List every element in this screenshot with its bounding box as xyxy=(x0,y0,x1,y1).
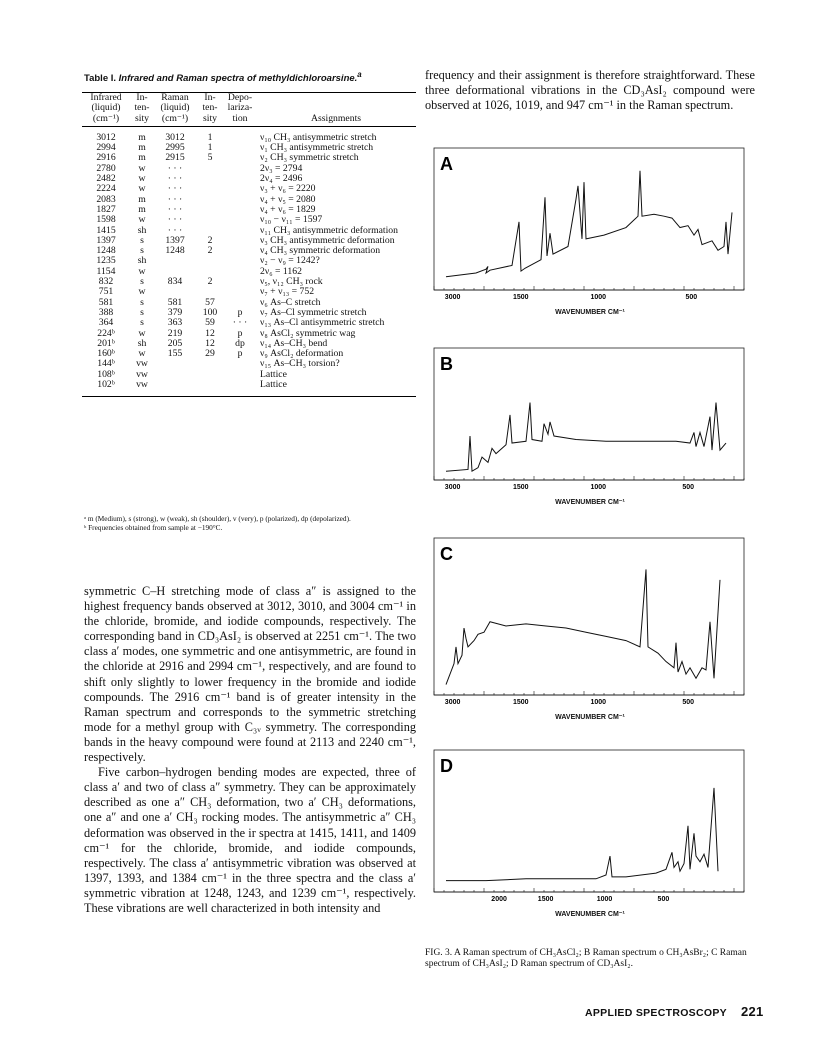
table-row xyxy=(82,318,416,328)
table-cell xyxy=(154,380,196,397)
table-cell: sh xyxy=(137,255,147,267)
table-cell: 100 xyxy=(202,306,218,318)
table-cell: ν₃ + ν₆ = 2220 xyxy=(260,183,316,195)
table-label: Table I. xyxy=(84,73,117,85)
table-row xyxy=(82,349,416,359)
table-cell: · · · xyxy=(167,224,183,236)
spectrum-panel-b xyxy=(426,342,754,522)
paragraph-deformational: frequency and their assignment is therefore straightforward. These three deformational vibrations in the CD₃AsI₂ compound were observed at 1026, 1019, and 947 cm⁻¹ in the Raman spectrum. xyxy=(425,68,755,113)
panel-letter: D xyxy=(440,756,453,776)
table-cell: m xyxy=(138,131,146,143)
paragraph-ch-bending: Five carbon–hydrogen bending modes are expected, three of class a′ and two of class a″ symmetry. They can be approximately described as one a″ CH₃ deformation, two a′ CH₃ deformations, one a″ and one a′ CH₃ rocking modes. The antisymmetric a″ CH₃ deformation was observed in the ir spectra at 1415, 1411, and 1409 cm⁻¹ for the chloride, bromide, and iodide compounds, respectively. The class a′ antisymmetric vibration was observed at 1397, 1393, and 1384 cm⁻¹ in the three spectra and the class a′ symmetric vibration at 1248, 1243, and 1239 cm⁻¹, respectively. These vibrations are well characterized in both intensity and xyxy=(84,765,416,915)
table-cell: 144ᵇ xyxy=(97,358,115,370)
paragraph-ch-stretching: symmetric C–H stretching mode of class a″ is assigned to the highest frequency bands observed at 3012, 3010, and 3004 cm⁻¹ in the chloride, bromide, and iodide compounds, respectively. The corresponding band in CD₃AsI₂ is observed at 2251 cm⁻¹. The two class a′ modes, one symmetric and one antisymmetric, are found in the chloride at 2916 and 2994 cm⁻¹, respectively, and are found to shift only slightly to lower frequency in the bromide and iodide compounds. The 2916 cm⁻¹ band is of greater intensity in the Raman spectrum and corresponds to the symmetric stretching mode for a methyl group with C₃ᵥ symmetry. The corresponding bands in the heavy compound were found at 2113 and 2240 cm⁻¹, respectively. xyxy=(84,584,416,765)
table-row xyxy=(82,256,416,266)
plot-frame xyxy=(434,750,744,892)
tick-label: 3000 xyxy=(444,699,461,706)
table-cell: ν₁₃ As–Cl antisymmetric stretch xyxy=(260,317,385,329)
table-cell: p xyxy=(237,327,243,339)
table-cell xyxy=(196,215,224,225)
table-row xyxy=(82,174,416,184)
column-header xyxy=(256,93,416,127)
table-cell: sh xyxy=(137,337,147,349)
spectrum-panel-a xyxy=(426,142,754,332)
table-cell: 363 xyxy=(167,317,183,329)
table-cell: ν₈ AsCl₂ symmetric wag xyxy=(260,327,356,339)
table-cell: sh xyxy=(137,224,147,236)
column-header-line: tion xyxy=(232,112,248,124)
table-cell xyxy=(224,195,256,205)
spectrum-plot xyxy=(426,744,754,908)
table-cell: 832 xyxy=(98,276,114,288)
table-cell: 2916 xyxy=(96,152,116,164)
table-cell: Lattice xyxy=(260,368,287,380)
table-cell xyxy=(224,246,256,256)
figure-caption: FIG. 3. A Raman spectrum of CH₃AsCl₂; B Raman spectrum o CH₃AsBr₂; C Raman spectrum of CH₃AsI₂; D Raman spectrum of CD₃AsI₂. xyxy=(425,948,747,969)
table-row xyxy=(82,339,416,349)
tick-label: 1000 xyxy=(590,699,607,706)
table-cell: ν₇ As–Cl symmetric stretch xyxy=(260,306,367,318)
table-row xyxy=(82,287,416,297)
table-cell: 2 xyxy=(207,245,213,257)
table-cell xyxy=(224,153,256,163)
table-cell: 205 xyxy=(167,337,183,349)
table-cell xyxy=(196,164,224,174)
column-header-line: sity xyxy=(203,112,217,124)
table-cell xyxy=(224,380,256,397)
table-cell: 59 xyxy=(205,317,215,329)
table-cell: w xyxy=(138,348,146,360)
table-cell: 2ν₃ = 2794 xyxy=(260,162,303,174)
x-axis-label: WAVENUMBER CM⁻¹ xyxy=(555,499,625,506)
table-cell: w xyxy=(138,173,146,185)
table-cell: 364 xyxy=(98,317,114,329)
table-cell: 1415 xyxy=(96,224,116,236)
tick-label: 3000 xyxy=(444,294,461,301)
tick-label: 1500 xyxy=(513,699,529,706)
page-number: 221 xyxy=(740,1004,764,1019)
table-cell: 2 xyxy=(207,276,213,288)
table-row xyxy=(82,277,416,287)
table-cell: m xyxy=(138,203,146,215)
table-cell: ν₁₄ As–CH₃ bend xyxy=(260,337,328,349)
spectrum-trace xyxy=(446,569,720,684)
table-cell: m xyxy=(138,152,146,164)
table-caption-footnote-mark: a xyxy=(357,70,362,79)
table-cell: 102ᵇ xyxy=(82,380,130,397)
table-cell: w xyxy=(138,214,146,226)
table-cell: Lattice xyxy=(256,380,416,397)
tick-label: 1000 xyxy=(590,484,607,491)
table-cell: · · · xyxy=(232,317,248,329)
table-cell: p xyxy=(237,306,243,318)
table-cell: · · · xyxy=(167,193,183,205)
table-cell: ν₇ + ν₁₃ = 752 xyxy=(260,286,315,298)
table-cell: ν₄ + ν₅ = 2080 xyxy=(260,193,316,205)
table-row xyxy=(82,370,416,380)
table-cell: 2ν₄ = 2496 xyxy=(260,173,303,185)
x-axis-label: WAVENUMBER CM⁻¹ xyxy=(555,911,625,918)
table-cell: ν₃ CH₃ antisymmetric deformation xyxy=(260,234,395,246)
table-cell: vw xyxy=(136,368,148,380)
table-cell: vw xyxy=(136,358,148,370)
table-row xyxy=(82,380,416,397)
table-note-a: ᵃ m (Medium), s (strong), w (weak), sh (shoulder), v (very), p (polarized), dp (depolarized). xyxy=(84,514,351,523)
spectrum-plot xyxy=(426,142,754,306)
x-axis-label: WAVENUMBER CM⁻¹ xyxy=(555,309,625,316)
table-cell: 1827 xyxy=(96,203,116,215)
table-cell: ν₁₀ CH₃ antisymmetric stretch xyxy=(260,131,377,143)
table-cell xyxy=(196,184,224,194)
table-cell: p xyxy=(237,348,243,360)
column-header-line: ten- xyxy=(202,102,218,114)
table-cell: w xyxy=(138,265,146,277)
column-header xyxy=(154,93,196,127)
tick-label: 500 xyxy=(657,896,670,903)
column-header-line: lariza- xyxy=(227,102,253,114)
column-header-line: Raman xyxy=(161,92,189,103)
spectrum-panel-d xyxy=(426,744,754,934)
table-cell: 581 xyxy=(167,296,183,308)
table-cell xyxy=(196,359,224,369)
table-cell: 12 xyxy=(205,327,215,339)
table-row xyxy=(82,205,416,215)
table-cell: · · · xyxy=(167,214,183,226)
table-cell xyxy=(224,236,256,246)
table-cell: 160ᵇ xyxy=(97,348,115,360)
table-cell: · · · xyxy=(167,173,183,185)
tick-label: 2000 xyxy=(491,896,507,903)
table-cell: 1235 xyxy=(96,255,116,267)
table-cell: 2083 xyxy=(96,193,116,205)
table-cell: 1397 xyxy=(165,234,185,246)
table-cell: ν₆ As–C stretch xyxy=(260,296,321,308)
table-cell: 834 xyxy=(167,276,183,288)
table-row xyxy=(82,329,416,339)
table-cell: w xyxy=(138,286,146,298)
table-cell: · · · xyxy=(167,162,183,174)
table-row xyxy=(82,143,416,153)
table-cell xyxy=(224,174,256,184)
table-cell xyxy=(224,215,256,225)
tick-label: 1000 xyxy=(590,294,607,301)
table-cell xyxy=(154,256,196,266)
table-cell: 108ᵇ xyxy=(97,368,115,380)
tick-label: 500 xyxy=(685,294,698,301)
table-cell: ν₂ CH₃ symmetric stretch xyxy=(260,152,359,164)
tick-label: 1000 xyxy=(596,896,613,903)
column-header-line: (cm⁻¹) xyxy=(161,112,189,124)
table-cell xyxy=(196,174,224,184)
table-cell xyxy=(196,205,224,215)
table-cell: 1 xyxy=(207,142,213,154)
tick-label: 1500 xyxy=(513,484,529,491)
table-cell: ν₉ AsCl₂ deformation xyxy=(260,348,344,360)
table-cell: dp xyxy=(235,337,245,349)
table-cell: w xyxy=(138,327,146,339)
table-cell xyxy=(224,277,256,287)
table-cell: s xyxy=(140,317,144,329)
spectrum-trace xyxy=(446,403,726,472)
column-header xyxy=(196,93,224,127)
table-cell xyxy=(224,370,256,380)
column-header-line: (liquid) xyxy=(160,102,190,114)
table-note-b: ᵇ Frequencies obtained from sample at −190°C. xyxy=(84,523,223,532)
left-column-text xyxy=(84,584,416,916)
table-cell: · · · xyxy=(167,183,183,195)
table-cell: 29 xyxy=(205,348,215,360)
table-cell: 2 xyxy=(207,234,213,246)
journal-name: APPLIED SPECTROSCOPY xyxy=(585,1007,727,1019)
tick-label: 500 xyxy=(682,699,695,706)
table-cell: 1397 xyxy=(96,234,116,246)
column-header-line: Assignments xyxy=(310,112,362,124)
table-cell: 2780 xyxy=(96,162,116,174)
table-cell: 751 xyxy=(98,286,114,298)
table-cell: 1248 xyxy=(96,245,116,257)
table-cell: 581 xyxy=(98,296,114,308)
table-cell xyxy=(224,256,256,266)
table-cell: s xyxy=(140,245,144,257)
table-cell: s xyxy=(140,296,144,308)
table-cell: ν₂ − ν₉ = 1242? xyxy=(260,255,320,267)
table-cell: ν₁ CH₃ antisymmetric stretch xyxy=(260,142,374,154)
table-cell: s xyxy=(140,234,144,246)
table-cell: s xyxy=(140,306,144,318)
spectrum-trace xyxy=(446,171,732,277)
column-header-line: Infrared xyxy=(90,92,122,103)
table-cell: 1248 xyxy=(165,245,185,257)
right-column-text xyxy=(425,68,755,113)
table-title: Infrared and Raman spectra of methyldichloroarsine. xyxy=(118,73,358,85)
table-header-row xyxy=(82,93,416,127)
table-row xyxy=(82,184,416,194)
table-cell: ν₄ + ν₆ = 1829 xyxy=(260,203,316,215)
table-cell: 2995 xyxy=(165,142,185,154)
table-row xyxy=(82,359,416,369)
table-cell: 5 xyxy=(207,152,213,164)
table-cell xyxy=(196,370,224,380)
table-cell: ν₁₅ As–CH₃ torsion? xyxy=(260,358,340,370)
table-cell xyxy=(196,380,224,397)
column-header-line: sity xyxy=(135,112,149,124)
table-cell: 57 xyxy=(205,296,215,308)
page-footer xyxy=(585,1004,764,1019)
table-cell xyxy=(154,370,196,380)
column-header-line: (cm⁻¹) xyxy=(92,112,120,124)
table-notes xyxy=(84,514,414,532)
column-header-line: Depo- xyxy=(227,92,253,103)
column-header-line: (liquid) xyxy=(91,102,121,114)
table-cell xyxy=(224,359,256,369)
spectrum-plot xyxy=(426,532,754,711)
table-row xyxy=(82,246,416,256)
table-cell xyxy=(224,143,256,153)
table-cell: w xyxy=(138,162,146,174)
table-cell: ν₅, ν₁₂ CH₃ rock xyxy=(260,276,323,288)
table-cell: vw xyxy=(130,380,154,397)
table-cell xyxy=(224,267,256,277)
x-axis-label: WAVENUMBER CM⁻¹ xyxy=(555,714,625,721)
table-cell: 2ν₆ = 1162 xyxy=(260,265,302,277)
table-cell: 224ᵇ xyxy=(97,327,115,339)
table-cell: 2994 xyxy=(96,142,116,154)
table-caption xyxy=(84,70,414,84)
table-cell: 1598 xyxy=(96,214,116,226)
table-cell: s xyxy=(140,276,144,288)
column-header xyxy=(224,93,256,127)
table-cell: 2482 xyxy=(96,173,116,185)
table-cell: 3012 xyxy=(165,131,185,143)
table-cell xyxy=(224,126,256,143)
table-cell: 219 xyxy=(167,327,183,339)
tick-label: 500 xyxy=(682,484,695,491)
plot-frame xyxy=(434,148,744,290)
table-cell: 12 xyxy=(205,337,215,349)
table-row xyxy=(82,126,416,143)
tick-label: 1500 xyxy=(537,896,554,903)
spectrum-panel-c xyxy=(426,532,754,737)
table-cell xyxy=(224,164,256,174)
column-header-line: ten- xyxy=(134,102,150,114)
panel-letter: A xyxy=(440,154,453,174)
table-row xyxy=(82,195,416,205)
table-cell xyxy=(224,205,256,215)
panel-letter: B xyxy=(440,354,453,374)
column-header xyxy=(82,93,130,127)
table-row xyxy=(82,267,416,277)
table-cell: ν₄ CH₃ symmetric deformation xyxy=(260,245,381,257)
table-row xyxy=(82,153,416,163)
column-header-line: In- xyxy=(136,92,148,103)
panel-letter: C xyxy=(440,544,453,564)
table-cell: 2915 xyxy=(165,152,185,164)
spectrum-trace xyxy=(446,788,718,881)
column-header xyxy=(130,93,154,127)
table-cell: · · · xyxy=(167,203,183,215)
table-cell: 379 xyxy=(167,306,183,318)
table-cell xyxy=(224,184,256,194)
table-cell: 1 xyxy=(207,131,213,143)
table-cell: m xyxy=(138,142,146,154)
table-cell: ν₁₀ − ν₁₁ = 1597 xyxy=(260,214,323,226)
table-cell xyxy=(224,287,256,297)
tick-label: 3000 xyxy=(444,484,461,491)
table-cell: ν₁₁ CH₃ antisymmetric deformation xyxy=(260,224,398,236)
table-cell xyxy=(224,226,256,236)
plot-frame xyxy=(434,538,744,695)
table-cell: 388 xyxy=(98,306,114,318)
table-cell: 2224 xyxy=(96,183,116,195)
table-cell: m xyxy=(138,193,146,205)
table-cell: 201ᵇ xyxy=(97,337,115,349)
table-cell xyxy=(154,359,196,369)
spectra-table xyxy=(82,92,416,397)
tick-label: 1500 xyxy=(513,294,529,301)
table-cell: w xyxy=(138,183,146,195)
spectrum-plot xyxy=(426,342,754,496)
table-row xyxy=(82,164,416,174)
table-cell: 155 xyxy=(167,348,183,360)
column-header-line: In- xyxy=(204,92,216,103)
table-cell: 3012 xyxy=(96,131,116,143)
table-cell: 1154 xyxy=(96,265,116,277)
table-cell xyxy=(196,195,224,205)
table-cell xyxy=(196,256,224,266)
